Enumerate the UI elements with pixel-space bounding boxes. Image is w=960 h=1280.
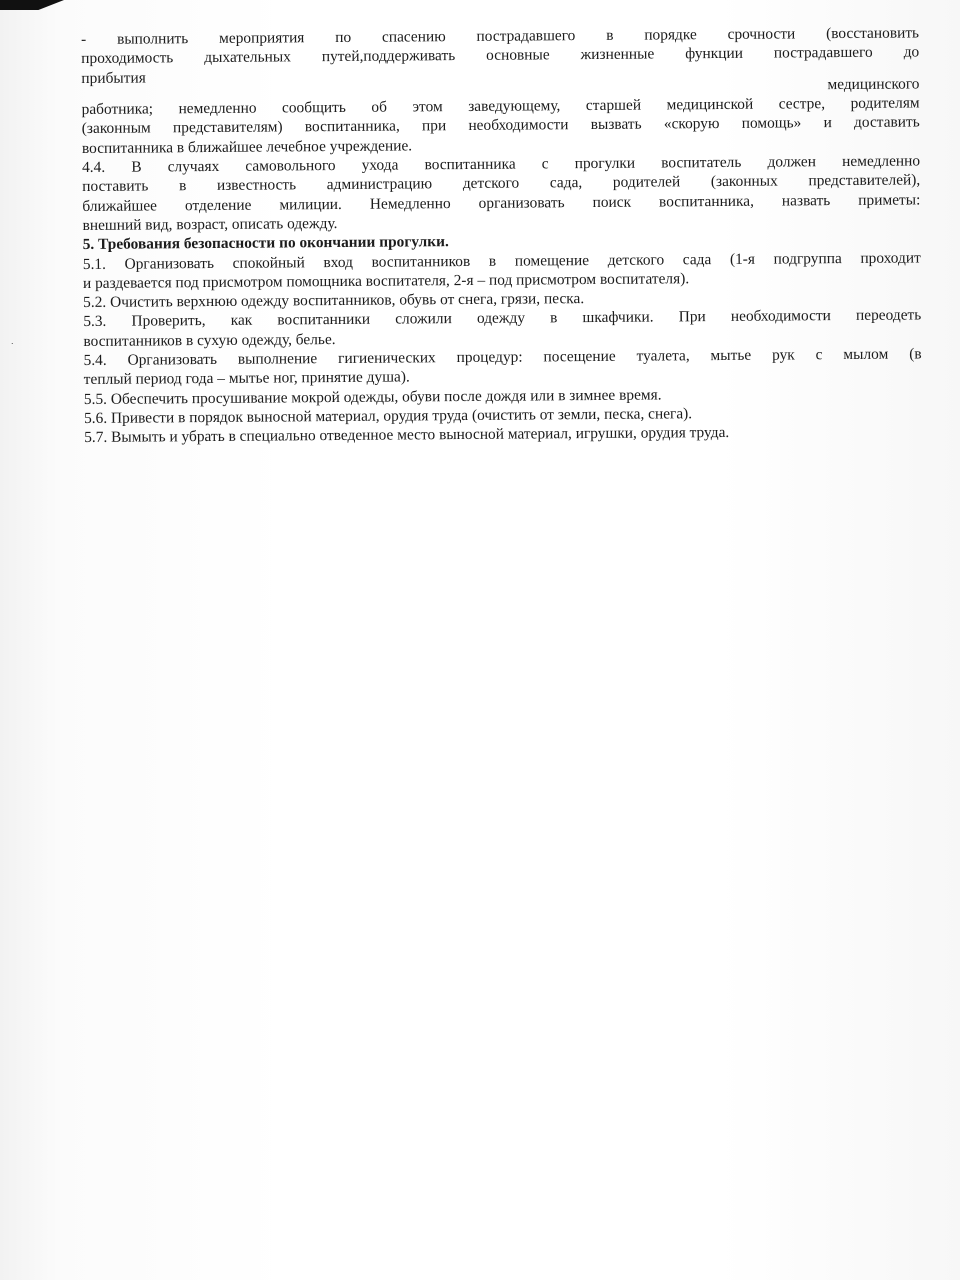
scan-edge-shadow	[0, 0, 64, 10]
text-line: - выполнить мероприятия по спасению пострадавшего в порядке срочности (восстановить	[81, 24, 920, 48]
scan-speck: ˙	[10, 343, 15, 353]
text-line: 5.4. Организовать выполнение гигиенических процедур: посещение туалета, мытье рук с мылом (в	[83, 345, 922, 370]
text-line: воспитанников в сухую одежду, белье.	[83, 330, 336, 350]
text-line: 5.5. Обеспечить просушивание мокрой одежды, обуви после дождя или в зимнее время.	[83, 386, 662, 408]
text-line: 5.3. Проверить, как воспитанники сложили одежду в шкафчики. При необходимости переодеть	[83, 306, 922, 331]
text-line: 5.6. Привести в порядок выносной материал, орудия труда (очистить от земли, песка, снега).	[83, 405, 693, 427]
text-line: поставить в известность администрацию детского сада, родителей (законных представителей),	[82, 171, 921, 196]
text-line: проходимость дыхательных путей,поддерживать основные жизненные функции пострадавшего до	[81, 43, 920, 68]
text-line: и раздевается под присмотром помощника воспитателя, 2-я – под присмотром воспитателя).	[82, 270, 690, 292]
text-line: работника; немедленно сообщить об этом заведующему, старшей медицинской сестре, родителям	[81, 94, 920, 119]
text-line: медицинского	[827, 75, 920, 94]
text-line: прибытия	[81, 69, 146, 87]
text-line: (законным представителям) воспитанника, при необходимости вызвать «скорую помощь» и доставить	[81, 113, 920, 138]
text-line: воспитанника в ближайшее лечебное учреждение.	[81, 137, 413, 157]
text-line: 4.4. В случаях самовольного ухода воспитанника с прогулки воспитатель должен немедленно	[82, 152, 921, 177]
text-line: ближайшее отделение милиции. Немедленно организовать поиск воспитанника, назвать приметы:	[82, 191, 921, 215]
text-line: теплый период года – мытье ног, принятие душа).	[83, 368, 410, 389]
text-line: 5.2. Очистить верхнюю одежду воспитанников, обувь от снега, грязи, песка.	[83, 290, 585, 312]
text-line: внешний вид, возраст, описать одежду.	[82, 214, 338, 234]
section-heading: 5. Требования безопасности по окончании прогулки.	[82, 233, 449, 254]
document-text	[81, 23, 922, 447]
text-line: 5.1. Организовать спокойный вход воспитанников в помещение детского сада (1-я подгруппа проходит	[82, 248, 921, 273]
text-line: 5.7. Вымыть и убрать в специально отведенное место выносной материал, игрушки, орудия труда.	[84, 424, 730, 447]
